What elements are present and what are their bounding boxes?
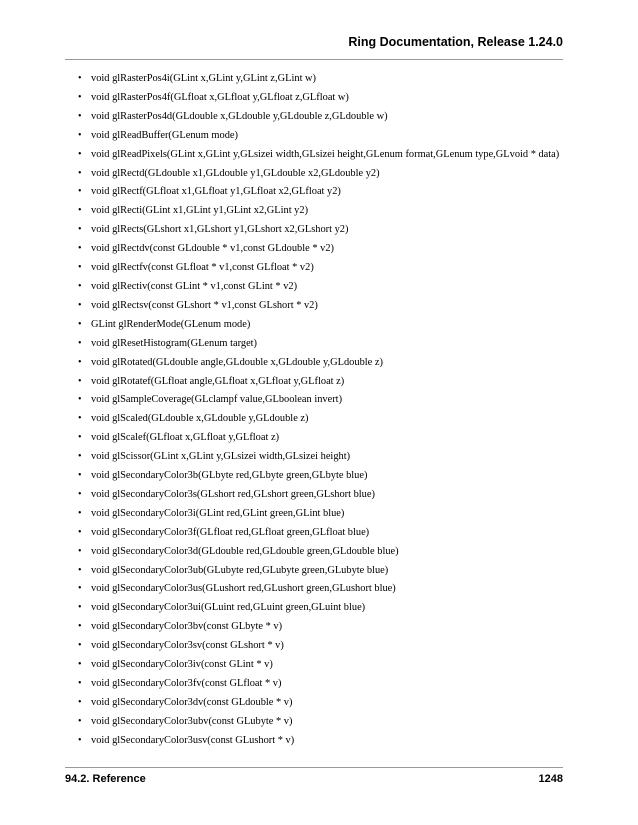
function-signature: void glRectsv(const GLshort * v1,const GLshort * v2) xyxy=(91,299,318,311)
function-signature: void glReadBuffer(GLenum mode) xyxy=(91,129,238,141)
bullet-icon: • xyxy=(78,545,82,557)
bullet-icon: • xyxy=(78,715,82,727)
function-signature: void glSecondaryColor3ubv(const GLubyte * v) xyxy=(91,715,293,727)
bullet-icon: • xyxy=(78,451,82,463)
function-signature: void glRectfv(const GLfloat * v1,const GLfloat * v2) xyxy=(91,262,314,274)
bullet-icon: • xyxy=(78,375,82,387)
function-signature: void glRects(GLshort x1,GLshort y1,GLshort x2,GLshort y2) xyxy=(91,224,349,236)
list-item xyxy=(65,146,598,165)
function-signature: void glRectd(GLdouble x1,GLdouble y1,GLdouble x2,GLdouble y2) xyxy=(91,167,380,179)
list-item xyxy=(65,562,598,581)
list-item xyxy=(65,165,598,184)
bullet-icon: • xyxy=(78,640,82,652)
list-item xyxy=(65,580,598,599)
function-signature: void glSecondaryColor3i(GLint red,GLint green,GLint blue) xyxy=(91,507,345,519)
list-item xyxy=(65,694,598,713)
function-signature: void glRasterPos4d(GLdouble x,GLdouble y,GLdouble z,GLdouble w) xyxy=(91,110,388,122)
function-signature: void glSecondaryColor3iv(const GLint * v) xyxy=(91,659,273,671)
function-signature: void glSampleCoverage(GLclampf value,GLboolean invert) xyxy=(91,394,343,406)
bullet-icon: • xyxy=(78,696,82,708)
footer-page-number: 1248 xyxy=(538,773,563,785)
bullet-icon: • xyxy=(78,413,82,425)
function-signature: void glReadPixels(GLint x,GLint y,GLsizei width,GLsizei height,GLenum format,GLenum type,GLvoid * data) xyxy=(91,148,560,160)
function-signature: void glSecondaryColor3us(GLushort red,GLushort green,GLushort blue) xyxy=(91,583,396,595)
function-signature: void glSecondaryColor3s(GLshort red,GLshort green,GLshort blue) xyxy=(91,488,375,500)
function-signature: void glSecondaryColor3f(GLfloat red,GLfloat green,GLfloat blue) xyxy=(91,526,370,538)
list-item xyxy=(65,354,598,373)
bullet-icon: • xyxy=(78,394,82,406)
bullet-icon: • xyxy=(78,91,82,103)
bullet-icon: • xyxy=(78,602,82,614)
list-item xyxy=(65,373,598,392)
list-item xyxy=(65,221,598,240)
function-signature: void glResetHistogram(GLenum target) xyxy=(91,337,258,349)
list-item xyxy=(65,467,598,486)
list-item xyxy=(65,297,598,316)
function-signature: void glSecondaryColor3usv(const GLushort * v) xyxy=(91,734,295,746)
list-item xyxy=(65,127,598,146)
bullet-icon: • xyxy=(78,280,82,292)
page-footer xyxy=(65,767,563,792)
function-signature: void glRectf(GLfloat x1,GLfloat y1,GLfloat x2,GLfloat y2) xyxy=(91,186,341,198)
bullet-icon: • xyxy=(78,167,82,179)
bullet-icon: • xyxy=(78,678,82,689)
bullet-icon: • xyxy=(78,583,82,595)
list-item xyxy=(65,599,598,618)
bullet-icon: • xyxy=(78,432,82,444)
list-item xyxy=(65,486,598,505)
function-signature: void glSecondaryColor3sv(const GLshort * v) xyxy=(91,640,284,652)
bullet-icon: • xyxy=(78,526,82,538)
function-signature: void glRasterPos4i(GLint x,GLint y,GLint z,GLint w) xyxy=(91,73,317,84)
list-item xyxy=(65,618,598,637)
function-signature: void glSecondaryColor3dv(const GLdouble * v) xyxy=(91,696,293,708)
function-signature: void glRasterPos4f(GLfloat x,GLfloat y,GLfloat z,GLfloat w) xyxy=(91,91,349,103)
bullet-icon: • xyxy=(78,129,82,141)
list-item xyxy=(65,429,598,448)
list-item xyxy=(65,335,598,354)
bullet-icon: • xyxy=(78,621,82,633)
bullet-icon: • xyxy=(78,110,82,122)
function-signature: void glRectiv(const GLint * v1,const GLint * v2) xyxy=(91,280,298,292)
list-item xyxy=(65,675,598,694)
function-signature: void glRotated(GLdouble angle,GLdouble x,GLdouble y,GLdouble z) xyxy=(91,356,383,368)
function-signature: void glScalef(GLfloat x,GLfloat y,GLfloat z) xyxy=(91,432,280,444)
function-signature: void glSecondaryColor3b(GLbyte red,GLbyte green,GLbyte blue) xyxy=(91,470,368,482)
function-signature: void glSecondaryColor3d(GLdouble red,GLdouble green,GLdouble blue) xyxy=(91,545,399,557)
bullet-icon: • xyxy=(78,73,82,84)
list-item xyxy=(65,505,598,524)
bullet-icon: • xyxy=(78,205,82,217)
bullet-icon: • xyxy=(78,734,82,746)
function-list xyxy=(65,70,598,751)
function-signature: void glSecondaryColor3bv(const GLbyte * v) xyxy=(91,621,283,633)
list-item xyxy=(65,732,598,751)
bullet-icon: • xyxy=(78,262,82,274)
function-signature: void glRectdv(const GLdouble * v1,const GLdouble * v2) xyxy=(91,243,334,255)
list-item xyxy=(65,278,598,297)
bullet-icon: • xyxy=(78,337,82,349)
list-item xyxy=(65,637,598,656)
list-item xyxy=(65,543,598,562)
list-item xyxy=(65,713,598,732)
bullet-icon: • xyxy=(78,470,82,482)
bullet-icon: • xyxy=(78,488,82,500)
list-item xyxy=(65,183,598,202)
bullet-icon: • xyxy=(78,186,82,198)
function-signature: void glScaled(GLdouble x,GLdouble y,GLdouble z) xyxy=(91,413,309,425)
list-item xyxy=(65,316,598,335)
footer-section-title: 94.2. Reference xyxy=(65,773,146,785)
list-item xyxy=(65,202,598,221)
bullet-icon: • xyxy=(78,659,82,671)
bullet-icon: • xyxy=(78,148,82,160)
list-item xyxy=(65,656,598,675)
page-header xyxy=(65,31,563,60)
bullet-icon: • xyxy=(78,507,82,519)
header-title: Ring Documentation, Release 1.24.0 xyxy=(348,35,563,49)
list-item xyxy=(65,259,598,278)
list-item xyxy=(65,108,598,127)
list-item xyxy=(65,524,598,543)
list-item xyxy=(65,240,598,259)
function-signature: void glScissor(GLint x,GLint y,GLsizei width,GLsizei height) xyxy=(91,451,351,463)
list-item xyxy=(65,89,598,108)
function-signature: void glSecondaryColor3ub(GLubyte red,GLubyte green,GLubyte blue) xyxy=(91,564,389,576)
bullet-icon: • xyxy=(78,243,82,255)
list-item xyxy=(65,70,598,89)
main-content xyxy=(65,70,598,751)
function-signature: GLint glRenderMode(GLenum mode) xyxy=(91,318,251,330)
list-item xyxy=(65,391,598,410)
function-signature: void glRotatef(GLfloat angle,GLfloat x,GLfloat y,GLfloat z) xyxy=(91,375,345,387)
list-item xyxy=(65,410,598,429)
bullet-icon: • xyxy=(78,299,82,311)
list-item xyxy=(65,448,598,467)
bullet-icon: • xyxy=(78,224,82,236)
function-signature: void glSecondaryColor3fv(const GLfloat * v) xyxy=(91,678,282,689)
function-signature: void glSecondaryColor3ui(GLuint red,GLuint green,GLuint blue) xyxy=(91,602,366,614)
bullet-icon: • xyxy=(78,356,82,368)
bullet-icon: • xyxy=(78,564,82,576)
bullet-icon: • xyxy=(78,318,82,330)
function-signature: void glRecti(GLint x1,GLint y1,GLint x2,GLint y2) xyxy=(91,205,309,217)
